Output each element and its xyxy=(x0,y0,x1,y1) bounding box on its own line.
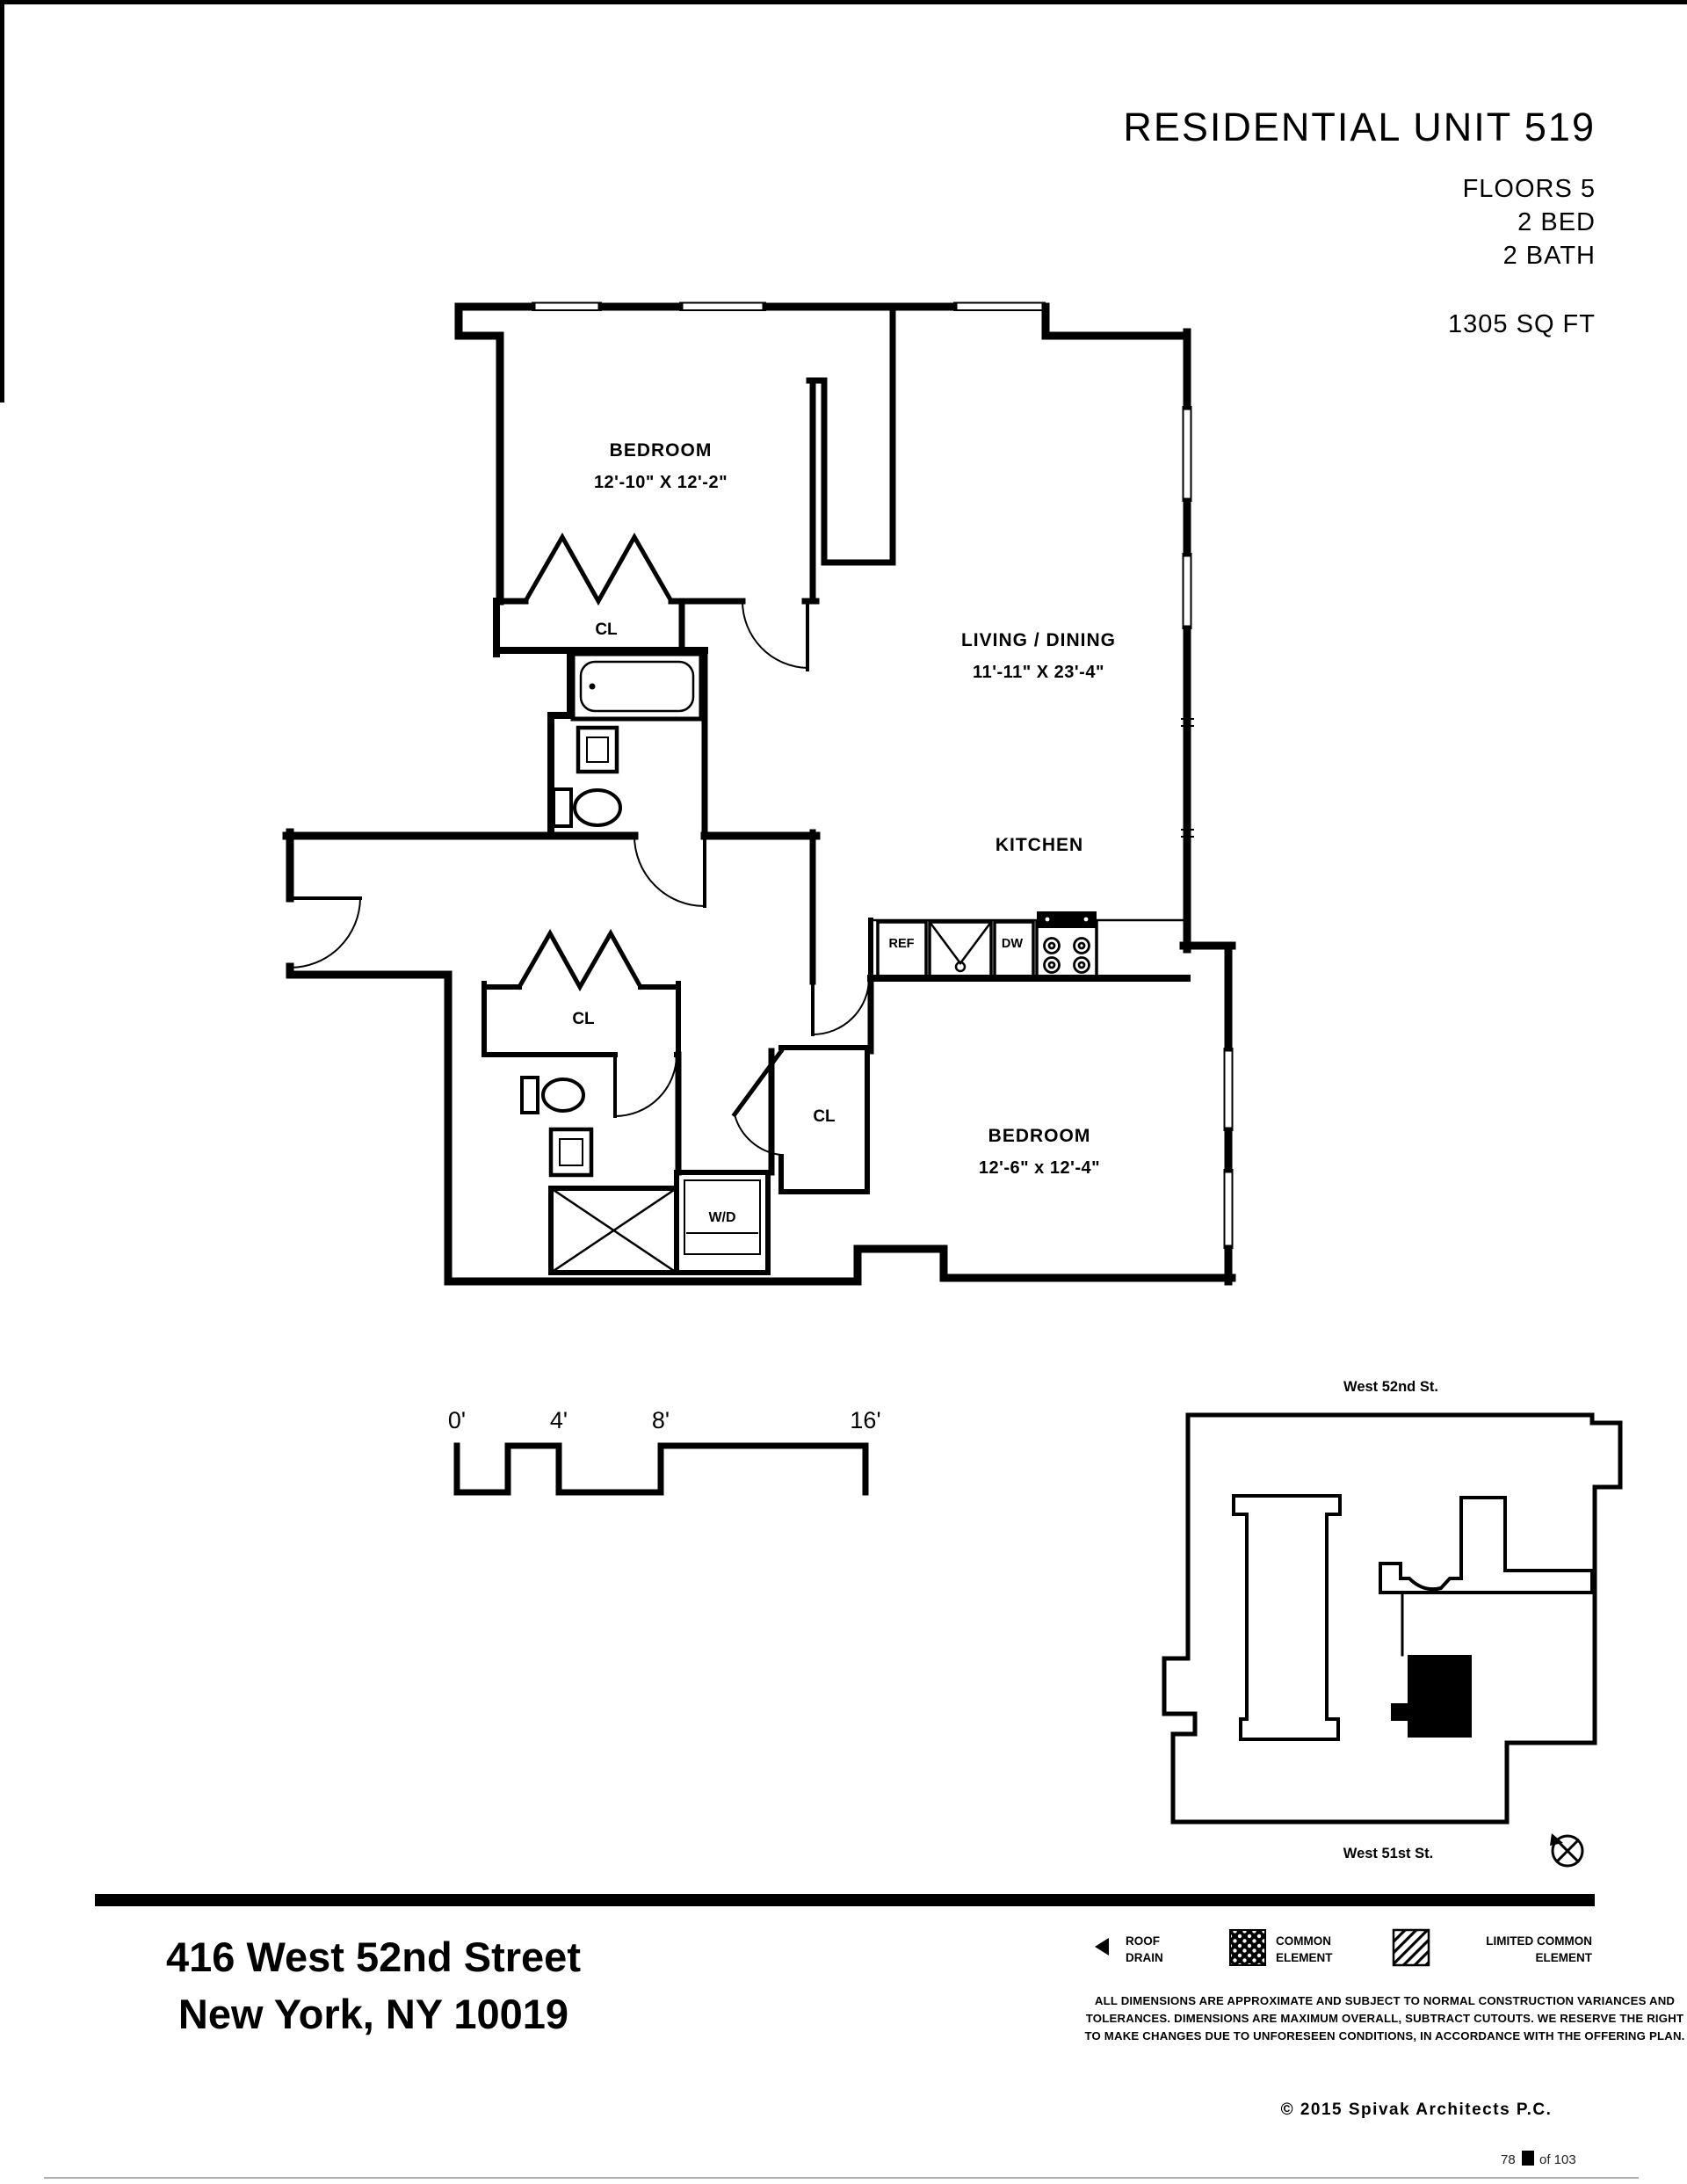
dishwasher-label: DW xyxy=(1001,937,1024,951)
copyright: © 2015 Spivak Architects P.C. xyxy=(1280,2101,1553,2119)
header-floors: FLOORS 5 xyxy=(1462,175,1596,203)
page-border-left xyxy=(0,0,4,403)
header-beds: 2 BED xyxy=(1517,208,1596,236)
living-dining-dims: 11'-11" X 23'-4" xyxy=(973,663,1104,682)
header-baths: 2 BATH xyxy=(1502,242,1596,270)
page-title: RESIDENTIAL UNIT 519 xyxy=(1123,105,1596,149)
legend xyxy=(1095,1930,1593,1965)
address-line1: 416 West 52nd Street xyxy=(166,1934,581,1980)
disclaimer-line1: ALL DIMENSIONS ARE APPROXIMATE AND SUBJECT TO NORMAL CONSTRUCTION VARIANCES AND xyxy=(1094,1994,1676,2007)
street-bottom-label: West 51st St. xyxy=(1343,1846,1434,1861)
courtyard-east xyxy=(1380,1498,1592,1593)
closet2-label: CL xyxy=(572,1010,595,1028)
scale-tick-0: 0' xyxy=(447,1407,467,1433)
scale-tick-8: 8' xyxy=(651,1407,670,1433)
page-number-current: 78 xyxy=(1501,2152,1516,2167)
unit-location-marker xyxy=(1391,1655,1472,1738)
washer-dryer-label: W/D xyxy=(708,1210,736,1225)
legend2-line1: COMMON xyxy=(1276,1934,1331,1948)
legend1-line1: ROOF xyxy=(1126,1934,1160,1948)
common-element-swatch-icon xyxy=(1230,1930,1265,1965)
bifold-door-icon xyxy=(525,537,671,601)
toilet-icon xyxy=(554,789,571,826)
refrigerator-label: REF xyxy=(888,937,915,951)
legend1-line2: DRAIN xyxy=(1126,1951,1163,1964)
burners-icon xyxy=(1045,939,1090,973)
site-key-map xyxy=(1164,1379,1620,1866)
door-arc-icon xyxy=(615,1055,677,1116)
scale-tick-16: 16' xyxy=(850,1407,881,1433)
bedroom2-label: BEDROOM xyxy=(988,1126,1091,1146)
door-swings xyxy=(290,601,869,1155)
bedroom1-label: BEDROOM xyxy=(609,440,713,461)
door-arc-icon xyxy=(290,898,360,968)
door-arc-icon xyxy=(813,978,869,1034)
footer-rule xyxy=(95,1894,1595,1906)
toilet-icon xyxy=(522,1077,538,1113)
interior-walls xyxy=(484,309,1187,1192)
bifold-door-icon xyxy=(519,933,641,987)
page-number-block xyxy=(1522,2151,1534,2166)
kitchen-sink-icon xyxy=(930,922,991,976)
kitchen-appliances xyxy=(871,911,1187,976)
address-line2: New York, NY 10019 xyxy=(177,1991,569,2037)
door-arc-icon xyxy=(634,836,705,906)
compass-icon xyxy=(1550,1833,1582,1866)
legend3-line2: ELEMENT xyxy=(1535,1951,1592,1964)
legend3-line1: LIMITED COMMON xyxy=(1486,1934,1592,1948)
legend2-line2: ELEMENT xyxy=(1276,1951,1333,1964)
disclaimer-line3: TO MAKE CHANGES DUE TO UNFORESEEN CONDITIONS, IN ACCORDANCE WITH THE OFFERING PLAN. xyxy=(1084,2029,1685,2043)
bathroom-fixtures xyxy=(522,654,768,1273)
street-top-label: West 52nd St. xyxy=(1343,1379,1438,1395)
header-area: 1305 SQ FT xyxy=(1448,310,1596,338)
disclaimer-line2: TOLERANCES. DIMENSIONS ARE MAXIMUM OVERALL, SUBTRACT CUTOUTS. WE RESERVE THE RIGHT xyxy=(1085,2012,1684,2025)
roof-drain-arrow-icon xyxy=(1095,1938,1109,1955)
closet1-label: CL xyxy=(595,620,618,639)
page-border-bottom xyxy=(44,2177,1639,2179)
scale-tick-4: 4' xyxy=(549,1407,568,1433)
room-labels xyxy=(572,440,1116,1225)
bedroom1-dims: 12'-10" X 12'-2" xyxy=(593,473,728,492)
address-block xyxy=(166,1934,581,2037)
header-block xyxy=(1123,105,1596,338)
door-arc-icon xyxy=(742,601,807,668)
page-number xyxy=(1501,2151,1576,2167)
courtyard-west xyxy=(1234,1496,1340,1739)
bedroom2-dims: 12'-6" x 12'-4" xyxy=(978,1158,1101,1178)
sink-icon xyxy=(551,1129,591,1175)
building-outline xyxy=(1164,1415,1620,1822)
disclaimer-block xyxy=(1084,1994,1684,2043)
page-border-top xyxy=(0,0,1687,4)
sink-icon xyxy=(578,728,617,772)
kitchen-label: KITCHEN xyxy=(995,835,1084,855)
limited-common-element-swatch-icon xyxy=(1394,1930,1429,1965)
scale-bar xyxy=(448,1407,881,1492)
page-number-total: of 103 xyxy=(1539,2152,1576,2167)
living-dining-label: LIVING / DINING xyxy=(960,630,1117,650)
closet3-label: CL xyxy=(813,1107,836,1126)
